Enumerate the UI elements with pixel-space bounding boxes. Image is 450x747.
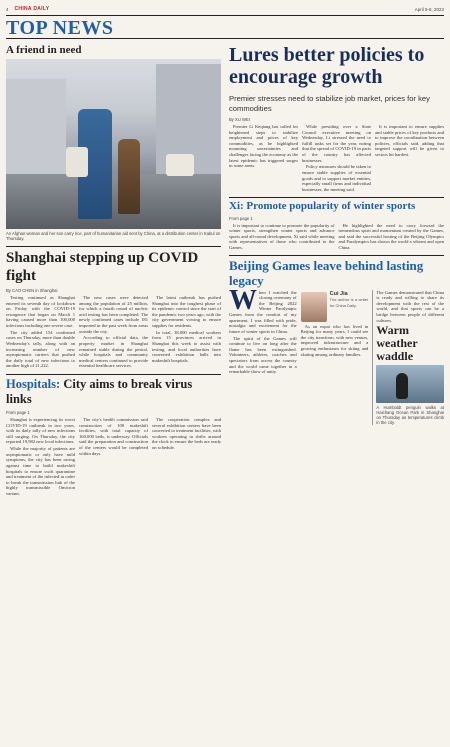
lures-headline: Lures better policies to encourage growth (229, 44, 425, 88)
xi-byline: From page 1 (229, 215, 253, 221)
section-header (6, 15, 444, 39)
shanghai-headline: Shanghai stepping up COVID fight (6, 246, 221, 285)
hospitals-paragraph: Shanghai is experiencing its worst COVID-19 outbreak in two years, with its daily tally of new infections still surging. On Thursday, the city reported 19,982 new local infections. (6, 417, 75, 445)
right-column (229, 40, 444, 425)
xi-paragraph: He highlighted the need to carry forward the tremendous spirit and momentum created by the Games, and said the successful hosting of the Beijing Olympics and Paralympics has shown the world a vibrant and open China. (338, 222, 444, 250)
friend-headline: A friend in need (6, 44, 82, 56)
author-name: Cui Jia (329, 290, 348, 297)
left-column (6, 40, 221, 498)
photo-building-left (6, 79, 66, 179)
warm-sidebar (372, 290, 444, 426)
shanghai-paragraph: The new cases were detected among the population of 25 million, for which a fourth round of nucleic acid testing has been completed. The newly confirmed cases include 181 imported in the past week from areas outside the city. (79, 295, 148, 334)
photo-figure-child (118, 139, 140, 214)
beijing-dropcap: W (229, 284, 257, 316)
hospitals-headline-prefix: Hospitals: (6, 377, 61, 392)
lures-byline: By XU WEI (229, 117, 250, 122)
section-title: TOP NEWS (6, 17, 114, 39)
author-avatar (301, 292, 327, 322)
hospitals-paragraph: While the majority of patients are asymptomatic or only have mild symptoms, the city has been racing against time to build makeshift hospitals to ensure swift quarantine and treatment of the infected in order to break the transmission link of the highly transmissible Omicron variant. (6, 446, 75, 496)
beijing-paragraph: As an expat who has lived in Beijing for many years, I could see the city transform, with new venues, improved infrastructure and a growing enthusiasm for skiing and skating among ordinary families. (300, 323, 369, 357)
shanghai-paragraph: Testing continued as Shanghai entered its seventh day of lockdown on Friday with the COVID-19 resurgence that began on March 1 having caused more than 100,000 infections including one severe case. (6, 295, 75, 328)
penguin-figure (396, 373, 408, 399)
xi-headline: Xi: Promote popularity of winter sports (229, 197, 444, 213)
author-role: The author is a writer for China Daily. (329, 297, 369, 308)
shanghai-paragraph: The latest outbreak has pushed Shanghai into the toughest phase of its epidemic control since the start of the pandemic two years ago, with the city government vowing to ensure supplies for residents. (152, 295, 221, 328)
hospitals-paragraph: The cooperation complex and several exhibition centers have been converted to treatment facilities, with workers operating in shifts around the clock to ensure the beds are ready on schedule. (152, 417, 222, 451)
shanghai-byline: By CAO CHEN in Shanghai (6, 288, 58, 293)
beijing-lead-text: hen I watched the closing ceremony of the Beijing 2022 Winter Paralympic Games from the comfort of my apartment, I was filled with pride, nostalgia and excitement for the future of winter sports in China. (229, 289, 297, 334)
author-profile (301, 292, 369, 322)
shanghai-body (6, 295, 221, 370)
photo-ground (6, 174, 221, 229)
page-number: 4 (6, 6, 9, 12)
beijing-headline: Beijing Games leave behind lasting legacy (229, 255, 444, 288)
lures-subhead: Premier stresses need to stabilize job market, prices for key commodities (229, 94, 430, 113)
hospitals-body (6, 417, 221, 498)
warm-caption: A Humboldt penguin walks at Haichang Ocean Park in Shanghai on Thursday as temperatures climb in the city. (376, 405, 445, 426)
warm-headline: Warm weather waddle (376, 323, 418, 364)
date-line: April 5-6, 2022 (414, 6, 444, 12)
xi-body (229, 223, 444, 252)
lures-body (229, 124, 444, 194)
shanghai-paragraph: The city added 154 confirmed cases on Thursday, more than double Wednesday's tally, along with an increasing number of new asymptomatic carriers that pushed the daily total of new infections to another high of 21,222. (6, 329, 75, 369)
paper-name: CHINA DAILY (14, 6, 50, 12)
masthead-strip (6, 4, 444, 14)
beijing-lead-paragraph (229, 284, 297, 335)
lures-paragraph: Premier Li Keqiang has called for heightened steps to stabilize employment and prices of key commodities, as he highlighted mounting uncertainties and challenges facing the economy as the latest epidemic has triggered surges in some areas. (229, 124, 298, 169)
aid-photo (6, 59, 221, 229)
lures-paragraph: It is important to ensure supplies and stable prices of key products and to improve the coordination between policies, officials said, adding that targeted support will be given to sectors hit hardest. (375, 124, 444, 157)
photo-caption: An Afghan woman and her son carry rice, part of humanitarian aid sent by China, at a distribution center in Kabul on Thursday. (6, 231, 221, 241)
hospitals-section (6, 374, 221, 498)
hospitals-headline-rest: City aims to break virus links (6, 377, 193, 407)
lures-paragraph: While presiding over a State Council executive meeting on Wednesday, Li stressed the need to fulfill tasks set for the year, noting that the spread of COVID-19 in parts of the country has affected businesses. (302, 124, 371, 163)
beijing-body (229, 284, 445, 426)
photo-rice-sack-2 (166, 154, 194, 176)
hospitals-paragraph: The city's health commission said construction of 100 makeshift facilities, with total capacity of 160,000 beds, is underway. Officials said the preparation and construction of the centers would be completed within days. (79, 417, 148, 456)
shanghai-paragraph: According to official data, the property market in Shanghai remained stable during the period, while hospitals and community medical centers continued to provide essential healthcare services. (79, 335, 148, 369)
penguin-photo (376, 365, 444, 403)
xi-paragraph: It is important to continue to promote the popularity of winter sports, strengthen winter sports and advance sports and all-round development, Xi said while meeting with representatives of those who contributed to the Games. (229, 222, 335, 250)
beijing-paragraph: The spirit of the Games will continue to live on long after the flame has been extinguished. Volunteers, athletes, coaches and spectators from across the country and the world came together in a remarkable show of unity. (229, 335, 297, 375)
lures-paragraph: Policy measures should be taken to ensure stable supplies of essential goods and to support market entities, especially small firms and individual businesses, the meeting said. (302, 164, 371, 192)
hospitals-byline: From page 1 (6, 410, 30, 416)
shanghai-paragraph: In total, 38,000 medical workers from 15 provinces arrived in Shanghai this week to assist with testing, and local authorities have converted exhibition halls into makeshift hospitals. (152, 329, 221, 363)
beijing-paragraph: The Games demonstrated that China is ready and willing to share its development with the rest of the world, and that sports can be a bridge between people of different cultures. (376, 289, 445, 323)
photo-rice-sack (66, 147, 88, 177)
hospitals-headline (6, 377, 221, 407)
